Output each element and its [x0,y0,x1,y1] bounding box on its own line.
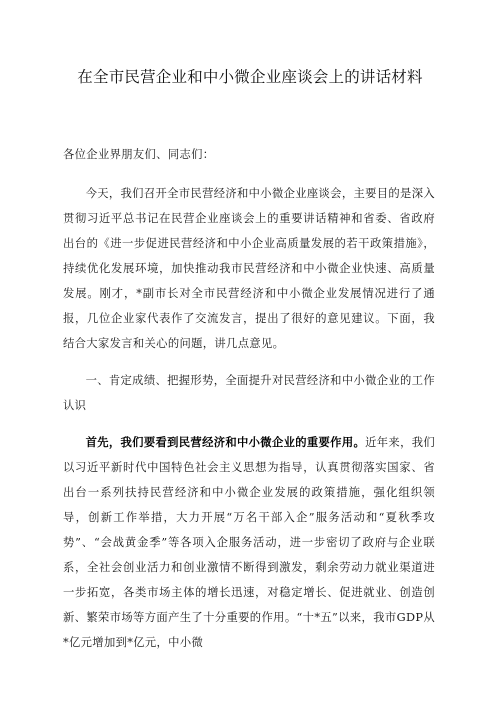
document-title: 在全市民营企业和中小微企业座谈会上的讲话材料 [77,68,423,86]
paragraph-lead-sentence: 首先，我们要看到民营经济和中小微企业的重要作用。 [85,435,366,449]
section-heading-1: 一、肯定成绩、把握形势，全面提升对民营经济和中小微企业的工作认识 [63,374,436,412]
paragraph-body-text: 近年来，我们以习近平新时代中国特色社会主义思想为指导，认真贯彻落实国家、省出台一系列扶持民营经济和中小微企业发展的政策措施，强化组织领导，创新工作举措，大力开展“万名干部入企”服务活动和“夏秋季攻势”、“会战黄金季”等各项入企服务活动，进一步密切了政府与企业联系，全社会创业活力和创业激情不断得到激发，剩余劳动力就业渠道进一步拓宽，各类市场主体的增长迅速，对稳定增长、促进就业、创造创新、繁荣市场等方面产生了十分重要的作用。“十*五”以来，我市GDP从*亿元增加到*亿元，中小微 [63,436,436,649]
paragraph-achievements [63,430,435,655]
document-body [63,142,435,667]
salutation: 各位企业界朋友们、同志们： [63,148,215,161]
paragraph-opening: 今天，我们召开全市民营经济和中小微企业座谈会，主要目的是深入贯彻习近平总书记在民营企业座谈会上的重要讲话精神和省委、省政府出台的《进一步促进民营经济和中小企业高质量发展的若干政策措施》，持续优化发展环境，加快推动我市民营经济和中小微企业快速、高质量发展。刚才，*副市长对全市民营经济和中小微企业发展情况进行了通报，几位企业家代表作了交流发言，提出了很好的意见建议。下面，我结合大家发言和关心的问题，讲几点意见。 [63,187,436,350]
